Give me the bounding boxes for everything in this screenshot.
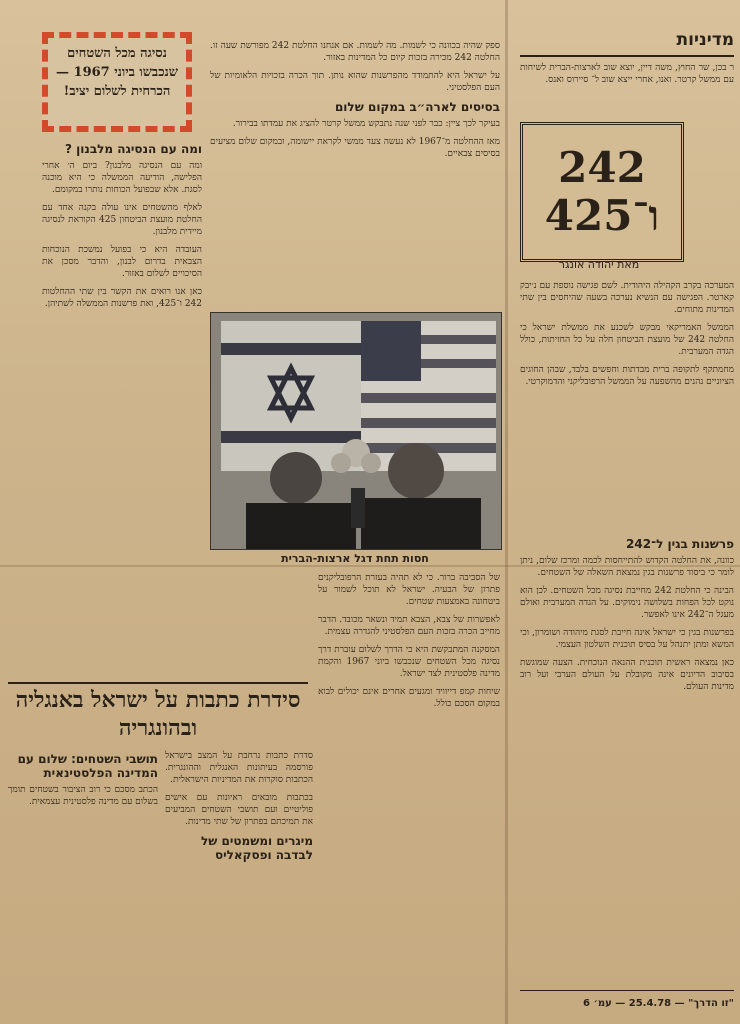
column-left-top [42, 140, 202, 670]
footer-rule [520, 990, 734, 991]
subhead-peres: פרשנות בגין ל־242 [626, 537, 734, 551]
paragraph: ומה עם הנסיגה מלבנון? ביום ה׳ אחרי הפלישה, הודיעה הממשלה כי היא מוכנה לסגת. אלא שבפועל הכוחות נותרו במקומם. [42, 161, 202, 195]
paragraph: לאפשרות של צבא, הצבא תמיד ונשאר מכובד. הדבר מחייב הכרה בזכות העם הפלסטיני להגדרה עצמית. [318, 615, 500, 637]
paragraph: המערכה בקרב הקהילה היהודית. לשם פגישה נוספת עם נ׳יבק קארטר. הפגישה עם הנשיא נערכה בשעה שהיחסים בין שתי המדינות מתוחים. [520, 281, 734, 315]
title-line-2: ו־425 [544, 191, 660, 240]
lower-headline: סידרת כתבות על ישראל באנגליה ובהונגריה [15, 687, 301, 741]
paragraph: שיחות קמפ דייוויד ומגעים אחרים אינם יכולים לבוא במקום הסכם כולל. [318, 687, 500, 709]
subhead-magazine: מיגרים ומשמטים של לבדבה ופסקאליס [200, 834, 313, 862]
paragraph: העובדה היא כי בפועל נמשכת הנוכחות הצבאית בדרום לבנון, והדבר מסכן את הסיכויים לשלום באזור. [42, 245, 202, 279]
section-label: מדיניות [676, 30, 734, 50]
column-right-top [520, 62, 734, 120]
paragraph: כוונה, את החלטה הקדוש להתייחסות לכמה ומרכז שלום, ניתן לומר כי ביסוד פרשנות בגין נמצאת השאלה של השטחים. [520, 556, 734, 578]
column-left-lower [8, 750, 158, 990]
paragraph: על ישראל היא להתמודד מהפרשנות שהוא נותן. תוך הכרה בזכויות הלאומיות של העם הפלסטיני. [210, 71, 500, 93]
paragraph: בפרשנות בגין כי ישראל אינה חייבת לסגת מיהודה ושומרון, וכי המשא ומתן יתנהל על בסיס תוכנית השלטון העצמי. [520, 628, 734, 650]
photo-flags-leaders [210, 312, 502, 550]
paragraph: בעיקר לכך ציין: כבר לפני שנה נתבקש ממשל קרטר להציג את עמדתו בבירור. [232, 119, 500, 129]
column-middle-lower [318, 572, 500, 990]
paragraph: הממשל האמריקאי מבקש לשכנע את ממשלת ישראל כי החלטה 242 של מועצת הביטחון חלה על כל החזיתות, כולל הגדה המערבית. [520, 323, 734, 357]
subhead-lebanon: ומה עם הנסיגה מלבנון ? [65, 142, 202, 156]
article-title-box [520, 122, 684, 262]
subhead-bases: בסיסים לארה״ב במקום שלום [334, 100, 500, 114]
section-rule [520, 55, 734, 57]
page-fold-vertical [505, 0, 508, 1024]
slogan-box: נסיגה מכל השטחים שנכבשו ביוני 1967 — הכרחית לשלום יציב! [42, 32, 192, 132]
byline: מאת יהודה אונגר [558, 258, 640, 271]
column-right-lower [520, 280, 734, 530]
paragraph: כאן נמצאה ראשית תוכנית ההנאה הנוכחית. הצעה שמוגשת בסיבוב הדיונים אינה מקובלת על העולם הערבי ועל רוב מדינות העולם. [520, 658, 734, 692]
column-middle-top [210, 40, 500, 308]
paragraph: ר בכן, שר החוץ, משה דיין, יוצא שוב לארצות-הברית לשיחות עם ממשל קרטר. ואנו, אחרי ייצא שוב ל־ סיירוס ואנס. [520, 63, 734, 85]
page-footer: "זו הדרך" — 25.4.78 — עמ׳ 6 [583, 998, 734, 1009]
photo-caption: חסות תחת דגל ארצות-הברית [281, 552, 429, 565]
paragraph: ספק שהיה בכוונה כי לשמות. מה לשמות. אם אנחנו החלטת 242 מפורשת שעה זו. החלטה 242 מכירה בזכות קיום כל המדינות באזור. [210, 41, 500, 63]
paragraph: מחמתקף לתקופה ברית מבדתות וחפשים בלבד, שבהן החוגים הציוניים נהנים מהשפעה על הממשל הרפובליקני והדמוקרטי. [520, 365, 734, 387]
title-line-1: 242 [558, 143, 646, 192]
paragraph: מאז ההחלטה מ־1967 לא נעשה צעד ממשי לקראת יישומה, ובמקום שלום מציעים בסיסים צבאיים. [210, 137, 500, 159]
column-right-continued [520, 535, 734, 985]
paragraph: הבינה כי החלטת 242 מחייבת נסיגה מכל השטחים. לכן הוא נוקט לכל הפחות בשלושה נימוקים. על הגדה המערבית ואולם מעגל ה־242 אינו לאפשר. [520, 586, 734, 620]
paragraph: כאן אנו רואים את הקשר בין שתי ההחלטות 242 ו־425, ואת פרשנות הממשלה לשתיהן. [42, 287, 202, 309]
headline-rule [8, 682, 308, 684]
paragraph: בכתבות מובאים ראיונות עם אישים פוליטיים ועם תושבי השטחים המביעים את תמיכתם בפתרון של שתי מדינות. [165, 793, 313, 827]
paragraph: המסקנה המתבקשת היא כי הדרך לשלום עוברת דרך נסיגה מכל השטחים שנכבשו ביוני 1967 והקמת מדינה פלסטינית לצד ישראל. [318, 645, 500, 679]
subhead-residents: תושבי השטחים: שלום עם המדינה הפלסטינאית [17, 752, 158, 780]
paragraph: הכתב מסכם כי רוב הציבור בשטחים תומך בשלום עם מדינה פלסטינית עצמאית. [8, 785, 158, 807]
paragraph: של הסביבה ברור. כי לא תהיה בעזרת הרפובליקנים פתרון של הבעיה. ישראל לא תוכל לשמור על ביטחונה באמצעות שטחים. [318, 573, 500, 607]
paragraph: לאלף מהשטחים אינו עולה בקנה אחד עם החלטת מועצת הביטחון 425 הקוראת לנסיגה מיידית מלבנון. [42, 203, 202, 237]
photo-illustration [211, 313, 501, 549]
paragraph: סדרת כתבות נרחבת על המצב בישראל פורסמה בעיתונות האנגלית וההונגרית. הכתבות סוקרות את המדיניות הישראלית. [165, 751, 313, 785]
column-left-lower-2 [165, 750, 313, 990]
